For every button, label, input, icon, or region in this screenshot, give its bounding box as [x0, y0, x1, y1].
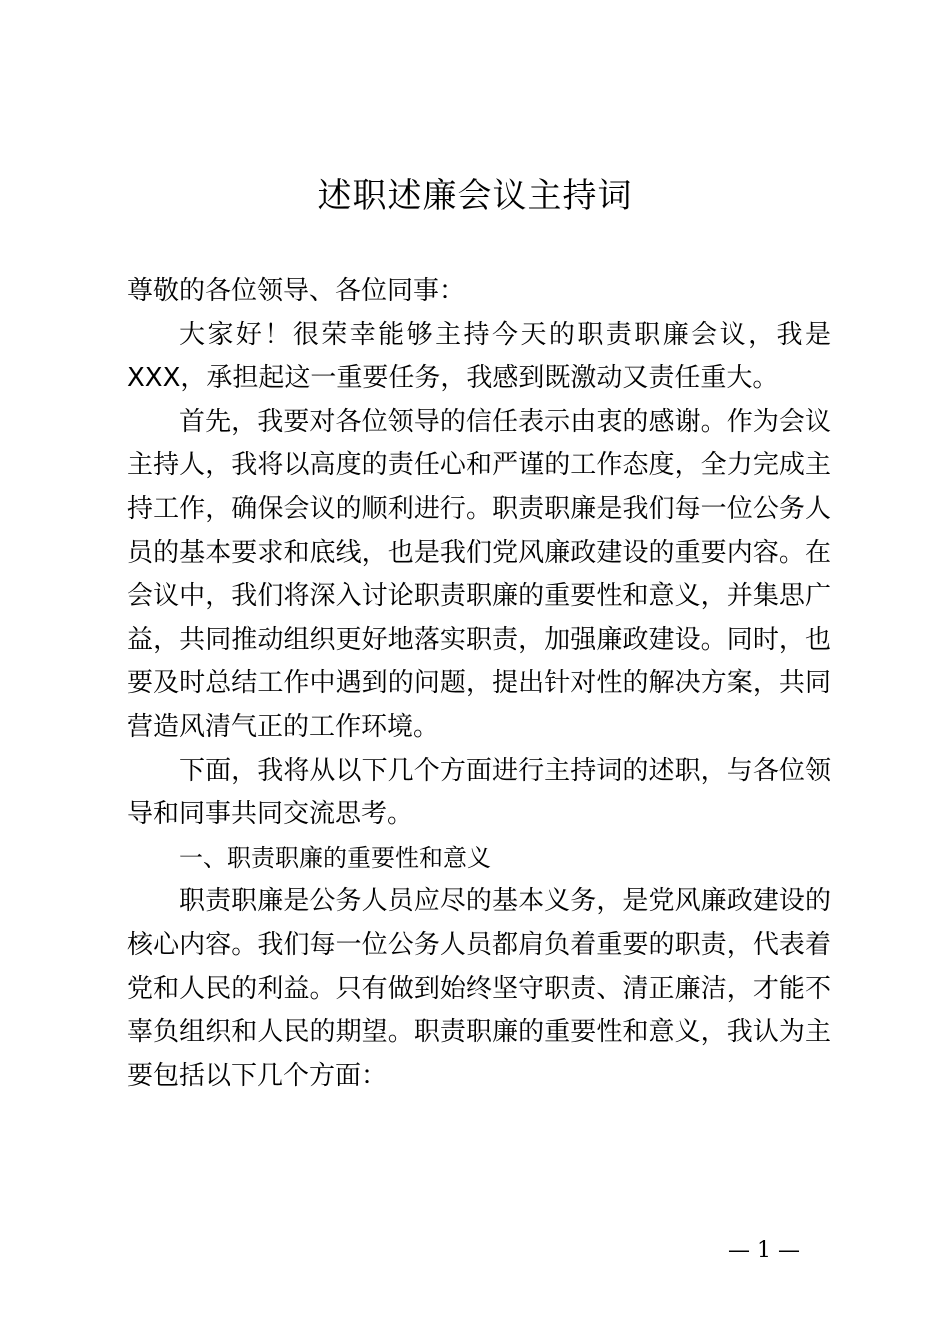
document-body	[127, 270, 831, 1098]
salutation: 尊敬的各位领导、各位同事：	[127, 276, 466, 306]
section-paragraph: 职责职廉是公务人员应尽的基本义务，是党风廉政建设的核心内容。我们每一位公务人员都肩负着重要的职责，代表着党和人民的利益。只有做到始终坚守职责、清正廉洁，才能不辜负组织和人民的期望。职责职廉的重要性和意义，我认为主要包括以下几个方面：	[127, 886, 831, 1091]
document-title: 述职述廉会议主持词	[317, 176, 633, 216]
section-heading: 一、职责职廉的重要性和意义	[179, 843, 491, 872]
page-number: — 1 —	[728, 1238, 800, 1263]
paragraph-outline: 下面，我将从以下几个方面进行主持词的述职，与各位领导和同事共同交流思考。	[127, 755, 831, 830]
paragraph-thanks: 首先，我要对各位领导的信任表示由衷的感谢。作为会议主持人，我将以高度的责任心和严谨的工作态度，全力完成主持工作，确保会议的顺利进行。职责职廉是我们每一位公务人员的基本要求和底线，也是我们党风廉政建设的重要内容。在会议中，我们将深入讨论职责职廉的重要性和意义，并集思广益，共同推动组织更好地落实职责，加强廉政建设。同时，也要及时总结工作中遇到的问题，提出针对性的解决方案，共同营造风清气正的工作环境。	[127, 406, 831, 742]
paragraph-greeting: 大家好！很荣幸能够主持今天的职责职廉会议，我是XXX，承担起这一重要任务，我感到既激动又责任重大。	[127, 319, 831, 394]
